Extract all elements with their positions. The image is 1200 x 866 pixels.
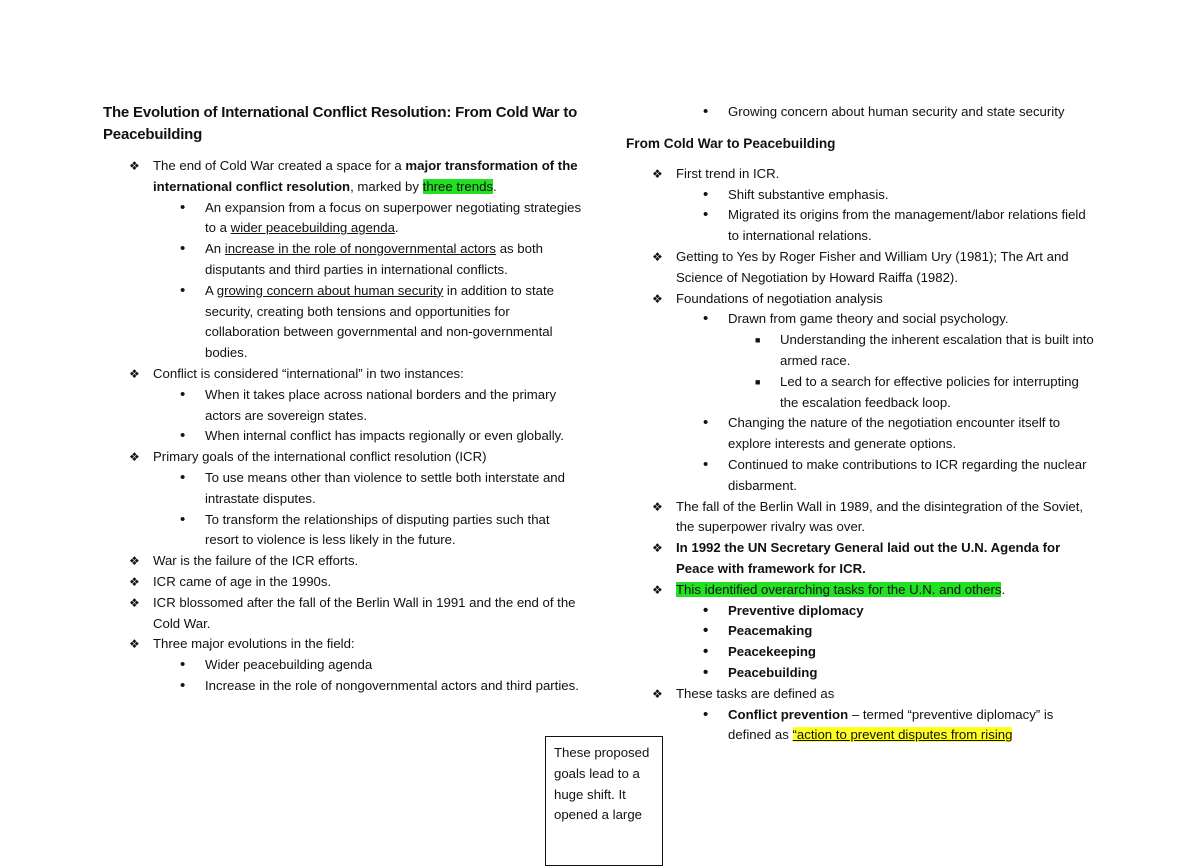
list-item: • Increase in the role of nongovernmental actors and third parties.	[103, 676, 583, 697]
list-item: ❖ This identified overarching tasks for the U.N. and others.	[626, 580, 1096, 601]
bullet-dot-icon: •	[180, 656, 186, 674]
diamond-bullet-icon: ❖	[652, 582, 663, 597]
highlight-green: three trends	[422, 178, 494, 194]
list-item: • Preventive diplomacy	[626, 601, 1096, 622]
bullet-dot-icon: •	[703, 185, 709, 203]
bullet-dot-icon: •	[180, 198, 186, 216]
list-item: ❖ The end of Cold War created a space for a major transformation of the international conflict resolution, marked by three trends.	[129, 158, 578, 194]
list-item: • Drawn from game theory and social psychology.	[626, 309, 1096, 330]
list-item: ❖ Foundations of negotiation analysis	[626, 289, 1096, 310]
list-item: ❖ Three major evolutions in the field:	[103, 634, 583, 655]
list-item: • Wider peacebuilding agenda	[103, 655, 583, 676]
bullet-dot-icon: •	[180, 427, 186, 445]
list-item: • An increase in the role of nongovernmental actors as both disputants and third parties in international conflicts.	[180, 240, 543, 277]
bullet-dot-icon: •	[703, 414, 709, 432]
highlight-yellow: “action to prevent disputes from rising	[792, 727, 1013, 743]
list-item: • Peacebuilding	[626, 663, 1096, 684]
square-bullet-icon: ■	[755, 376, 761, 387]
list-item: • Changing the nature of the negotiation encounter itself to explore interests and generate options.	[703, 414, 1061, 452]
bullet-dot-icon: •	[703, 663, 709, 681]
left-outline	[103, 156, 583, 697]
list-item: ❖ Conflict is considered “international” in two instances:	[103, 364, 583, 385]
square-bullet-icon: ■	[755, 335, 761, 346]
bullet-dot-icon: •	[180, 510, 186, 528]
right-column	[626, 102, 1096, 746]
list-item: ❖ In 1992 the UN Secretary General laid out the U.N. Agenda for Peace with framework for ICR.	[652, 540, 1061, 576]
list-item: • Continued to make contributions to ICR regarding the nuclear disbarment.	[703, 455, 1087, 493]
list-item: ❖ The fall of the Berlin Wall in 1989, and the disintegration of the Soviet, the superpower rivalry was over.	[652, 498, 1084, 535]
list-item: ❖ ICR came of age in the 1990s.	[103, 572, 583, 593]
list-item: • Migrated its origins from the management/labor relations field to international relations.	[703, 206, 1086, 244]
diamond-bullet-icon: ❖	[652, 686, 663, 701]
diamond-bullet-icon: ❖	[129, 554, 140, 569]
list-item: • To transform the relationships of disputing parties such that resort to violence is less likely in the future.	[180, 510, 550, 548]
list-item: • When it takes place across national borders and the primary actors are sovereign states.	[180, 385, 557, 423]
diamond-bullet-icon: ❖	[129, 450, 140, 465]
list-item: ❖ Getting to Yes by Roger Fisher and William Ury (1981); The Art and Science of Negotiation by Howard Raiffa (1982).	[652, 248, 1069, 285]
list-item: • Conflict prevention – termed “preventive diplomacy” is defined as “action to prevent disputes from rising	[703, 705, 1054, 743]
list-item: • When internal conflict has impacts regionally or even globally.	[103, 426, 583, 447]
diamond-bullet-icon: ❖	[652, 499, 663, 514]
note-text: These proposed goals lead to a huge shift. It opened a large	[554, 745, 650, 823]
bullet-dot-icon: •	[703, 206, 709, 224]
bullet-dot-icon: •	[703, 601, 709, 619]
bullet-dot-icon: •	[180, 468, 186, 486]
list-item: ❖ These tasks are defined as	[626, 684, 1096, 705]
bullet-dot-icon: •	[703, 455, 709, 473]
bullet-dot-icon: •	[180, 676, 186, 694]
diamond-bullet-icon: ❖	[129, 159, 140, 173]
list-item: ❖ War is the failure of the ICR efforts.	[103, 551, 583, 572]
diamond-bullet-icon: ❖	[129, 366, 140, 381]
diamond-bullet-icon: ❖	[129, 574, 140, 589]
bullet-dot-icon: •	[180, 385, 186, 403]
diamond-bullet-icon: ❖	[652, 166, 663, 181]
diamond-bullet-icon: ❖	[652, 291, 663, 306]
bullet-dot-icon: •	[703, 705, 709, 723]
list-item: • Shift substantive emphasis.	[626, 185, 1096, 206]
document-title: The Evolution of International Conflict Resolution: From Cold War to Peacebuilding	[103, 104, 578, 143]
diamond-bullet-icon: ❖	[129, 595, 140, 610]
list-item: • An expansion from a focus on superpower negotiating strategies to a wider peacebuilding agenda.	[180, 198, 582, 236]
left-column	[103, 102, 583, 697]
list-item: ❖ First trend in ICR.	[626, 164, 1096, 185]
bullet-dot-icon: •	[703, 310, 709, 328]
right-top-list	[626, 102, 1096, 123]
highlight-green: This identified overarching tasks for the U.N. and others	[676, 581, 1002, 597]
bullet-dot-icon: •	[703, 622, 709, 640]
bullet-dot-icon: •	[703, 103, 709, 120]
bullet-dot-icon: •	[180, 240, 186, 258]
list-item: ■ Understanding the inherent escalation that is built into armed race.	[755, 332, 1094, 368]
list-item: ■ Led to a search for effective policies for interrupting the escalation feedback loop.	[755, 373, 1079, 410]
section-heading: From Cold War to Peacebuilding	[626, 135, 836, 151]
list-item: • Peacemaking	[626, 621, 1096, 642]
diamond-bullet-icon: ❖	[129, 637, 140, 652]
note-text-box	[545, 736, 663, 866]
list-item: • To use means other than violence to settle both interstate and intrastate disputes.	[180, 468, 565, 506]
diamond-bullet-icon: ❖	[652, 541, 663, 556]
list-item: • Growing concern about human security and state security	[626, 102, 1096, 123]
list-item: ❖ ICR blossomed after the fall of the Berlin Wall in 1991 and the end of the Cold War.	[129, 594, 576, 631]
bullet-dot-icon: •	[703, 643, 709, 661]
bullet-dot-icon: •	[180, 281, 186, 299]
list-item: ❖ Primary goals of the international conflict resolution (ICR)	[103, 447, 583, 468]
right-outline	[626, 164, 1096, 746]
list-item: • A growing concern about human security in addition to state security, creating both tensions and opportunities for collaboration between governmental and non-governmental bodies.	[180, 281, 554, 361]
list-item: • Peacekeeping	[626, 642, 1096, 663]
diamond-bullet-icon: ❖	[652, 249, 663, 264]
